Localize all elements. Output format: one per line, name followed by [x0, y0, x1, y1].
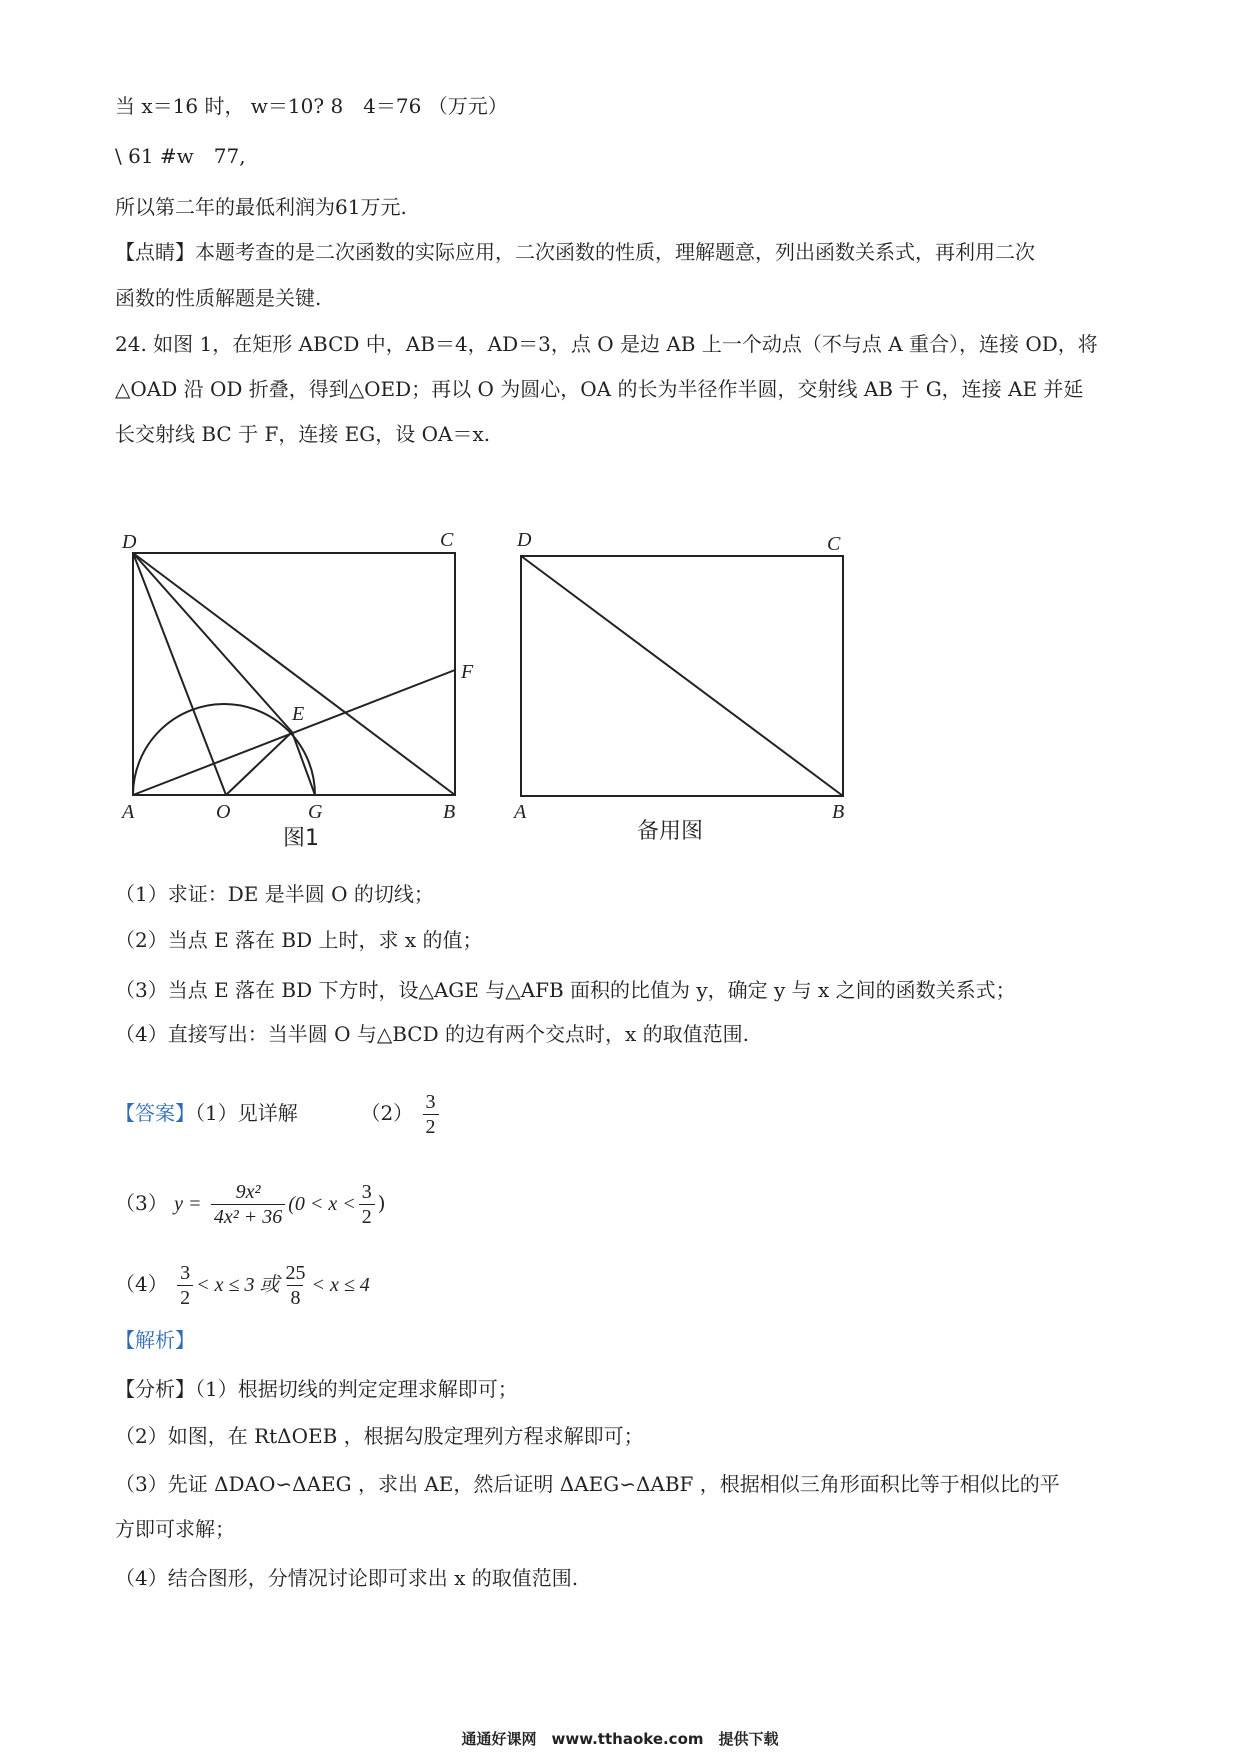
page-footer: 通通好课网 www.tthaoke.com 提供下载: [461, 1730, 779, 1748]
analysis-line-4: 方即可求解；: [115, 1517, 235, 1541]
problem-line-1: 24. 如图 1，在矩形 ABCD 中，AB＝4，AD＝3，点 O 是边 AB 上一个动点（不与点 A 重合），连接 OD，将: [115, 332, 1098, 356]
answer-tag: 【答案】: [115, 1101, 195, 1125]
note-text-1: 本题考查的是二次函数的实际应用，二次函数的性质，理解题意，列出函数关系式，再利用二次: [195, 240, 1035, 264]
question-1: （1）求证：DE 是半圆 O 的切线；: [115, 882, 434, 906]
question-2: （2）当点 E 落在 BD 上时，求 x 的值；: [115, 928, 483, 952]
fig1-caption: 图1: [283, 826, 319, 851]
answer-2-label: （2）: [360, 1101, 414, 1125]
answer-line-3: （3） y = $\frac{\text{9x²}}{\text{4x² + 36}}$ (0 < x < $\frac{3}{2}$ ): [115, 1181, 386, 1228]
fig1-line-oe: [226, 732, 292, 795]
analysis-line-3: （3）先证 ΔDAO∽ΔAEG ，求出 AE，然后证明 ΔAEG∽ΔABF ，根据相似三角形面积比等于相似比的平: [115, 1472, 1060, 1496]
fig2-label-b: B: [832, 801, 845, 823]
calc-line-2: \ 61 #w 77,: [115, 144, 246, 168]
analysis-line-1: 【分析】（1）根据切线的判定定理求解即可；: [115, 1377, 518, 1401]
fig1-label-e: E: [292, 703, 305, 725]
note-tag: 【点睛】: [115, 240, 195, 264]
figure-2: [521, 556, 843, 796]
answer-3-fraction: $\frac{\text{9x²}}{\text{4x² + 36}}$: [211, 1180, 285, 1229]
answer-3-cond-fraction: $\frac{3}{2}$: [359, 1180, 375, 1229]
answer-3-lhs: y =: [174, 1193, 202, 1215]
calc-line-1: 当 x＝16 时， w＝10? 8 4＝76 （万元）: [115, 94, 508, 118]
answer-4-label: （4）: [115, 1272, 168, 1296]
question-4: （4）直接写出：当半圆 O 与△BCD 的边有两个交点时，x 的取值范围.: [115, 1022, 749, 1046]
answer-line-4: （4） $\frac{3}{2}$ < x ≤ 3 或 $\frac{25}{8}$ < x ≤ 4: [115, 1262, 370, 1309]
problem-line-3: 长交射线 BC 于 F，连接 EG，设 OA＝x.: [115, 422, 491, 446]
fig2-label-d: D: [517, 529, 532, 551]
fig1-label-a: A: [122, 801, 135, 823]
answer-2-fraction: $\frac{3}{2}$: [423, 1090, 439, 1139]
analysis-sub-tag: 【分析】: [115, 1377, 195, 1401]
note-line-2: 函数的性质解题是关键.: [115, 286, 322, 310]
analysis-tag: 【解析】: [115, 1328, 195, 1352]
fig2-label-c: C: [827, 533, 841, 555]
fig1-label-f: F: [461, 661, 474, 683]
answer-4-fraction-1: $\frac{3}{2}$: [177, 1261, 193, 1310]
fig2-line-db: [521, 556, 843, 796]
fig1-label-c: C: [440, 529, 454, 551]
calc-line-3: 所以第二年的最低利润为61万元.: [115, 195, 407, 219]
problem-line-2: △OAD 沿 OD 折叠，得到△OED；再以 O 为圆心，OA 的长为半径作半圆，交射线 AB 于 G，连接 AE 并延: [115, 377, 1084, 401]
question-3: （3）当点 E 落在 BD 下方时，设△AGE 与△AFB 面积的比值为 y，确定 y 与 x 之间的函数关系式；: [115, 978, 1016, 1002]
fig1-label-d: D: [122, 531, 137, 553]
fig1-line-db: [133, 553, 455, 795]
fig1-line-da: [133, 553, 226, 795]
answer-1: （1）见详解: [195, 1101, 298, 1125]
fig2-caption: 备用图: [637, 819, 704, 844]
answer-3-label: （3）: [115, 1191, 168, 1215]
answer-4-fraction-2: $\frac{25}{8}$: [285, 1262, 306, 1309]
fig1-line-af: [133, 670, 455, 795]
fig2-label-a: A: [514, 801, 527, 823]
fig1-label-g: G: [308, 801, 323, 823]
answer-line-1: [115, 1083, 442, 1143]
fig1-label-o: O: [216, 801, 231, 823]
fig1-label-b: B: [443, 801, 456, 823]
fig1-semicircle: [133, 704, 315, 795]
fig1-line-eg: [292, 732, 315, 795]
analysis-line-5: （4）结合图形，分情况讨论即可求出 x 的取值范围.: [115, 1566, 579, 1590]
figure-1: [133, 553, 455, 795]
analysis-line-2: （2）如图，在 RtΔOEB ，根据勾股定理列方程求解即可；: [115, 1424, 644, 1448]
